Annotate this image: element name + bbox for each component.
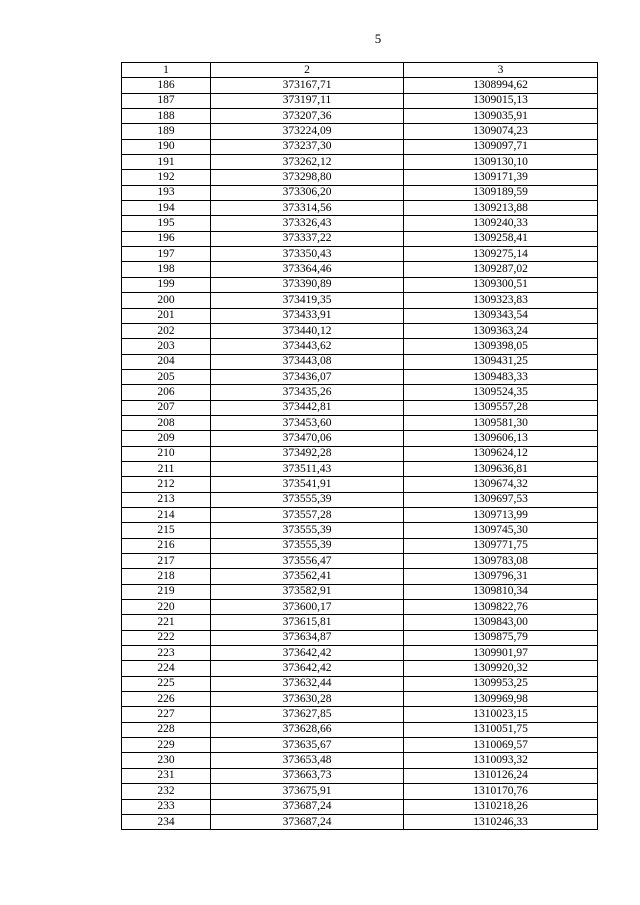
point-number-cell: 229 [122, 738, 211, 753]
point-number-cell: 195 [122, 216, 211, 231]
x-coordinate-cell: 373642,42 [211, 661, 404, 676]
x-coordinate-cell: 373314,56 [211, 201, 404, 216]
table-row [122, 308, 598, 323]
x-coordinate-cell: 373436,07 [211, 369, 404, 384]
table-row [122, 339, 598, 354]
x-coordinate-cell: 373642,42 [211, 646, 404, 661]
x-coordinate-cell: 373470,06 [211, 431, 404, 446]
table-row [122, 722, 598, 737]
x-coordinate-cell: 373237,30 [211, 139, 404, 154]
table-row [122, 155, 598, 170]
table-row [122, 676, 598, 691]
y-coordinate-cell: 1309300,51 [404, 277, 598, 292]
table-row [122, 799, 598, 814]
table-row [122, 615, 598, 630]
y-coordinate-cell: 1309606,13 [404, 431, 598, 446]
y-coordinate-cell: 1310051,75 [404, 722, 598, 737]
x-coordinate-cell: 373687,24 [211, 814, 404, 829]
point-number-cell: 220 [122, 600, 211, 615]
table-row [122, 124, 598, 139]
table-row [122, 492, 598, 507]
y-coordinate-cell: 1309240,33 [404, 216, 598, 231]
point-number-cell: 203 [122, 339, 211, 354]
table-row [122, 247, 598, 262]
y-coordinate-cell: 1308994,62 [404, 78, 598, 93]
point-number-cell: 228 [122, 722, 211, 737]
y-coordinate-cell: 1310093,32 [404, 753, 598, 768]
table-row [122, 139, 598, 154]
y-coordinate-cell: 1309097,71 [404, 139, 598, 154]
point-number-cell: 194 [122, 201, 211, 216]
point-number-cell: 232 [122, 784, 211, 799]
y-coordinate-cell: 1309287,02 [404, 262, 598, 277]
x-coordinate-cell: 373562,41 [211, 569, 404, 584]
point-number-cell: 233 [122, 799, 211, 814]
point-number-cell: 207 [122, 400, 211, 415]
y-coordinate-cell: 1309697,53 [404, 492, 598, 507]
point-number-cell: 186 [122, 78, 211, 93]
table-row [122, 507, 598, 522]
point-number-cell: 225 [122, 676, 211, 691]
y-coordinate-cell: 1309524,35 [404, 385, 598, 400]
table-row [122, 461, 598, 476]
table-row [122, 569, 598, 584]
point-number-cell: 206 [122, 385, 211, 400]
x-coordinate-cell: 373511,43 [211, 461, 404, 476]
point-number-cell: 234 [122, 814, 211, 829]
table-row [122, 201, 598, 216]
point-number-cell: 216 [122, 538, 211, 553]
x-coordinate-cell: 373635,67 [211, 738, 404, 753]
y-coordinate-cell: 1309363,24 [404, 323, 598, 338]
coordinates-table [121, 62, 598, 830]
y-coordinate-cell: 1309969,98 [404, 692, 598, 707]
point-number-cell: 221 [122, 615, 211, 630]
x-coordinate-cell: 373364,46 [211, 262, 404, 277]
table-row [122, 323, 598, 338]
point-number-cell: 210 [122, 446, 211, 461]
x-coordinate-cell: 373492,28 [211, 446, 404, 461]
x-coordinate-cell: 373653,48 [211, 753, 404, 768]
point-number-cell: 218 [122, 569, 211, 584]
x-coordinate-cell: 373326,43 [211, 216, 404, 231]
x-coordinate-cell: 373555,39 [211, 523, 404, 538]
y-coordinate-cell: 1309920,32 [404, 661, 598, 676]
x-coordinate-cell: 373207,36 [211, 109, 404, 124]
table-row [122, 768, 598, 783]
table-row [122, 753, 598, 768]
x-coordinate-cell: 373306,20 [211, 185, 404, 200]
header-row [122, 63, 598, 78]
table-row [122, 109, 598, 124]
x-coordinate-cell: 373433,91 [211, 308, 404, 323]
y-coordinate-cell: 1309483,33 [404, 369, 598, 384]
point-number-cell: 230 [122, 753, 211, 768]
table-row [122, 231, 598, 246]
y-coordinate-cell: 1309398,05 [404, 339, 598, 354]
x-coordinate-cell: 373555,39 [211, 492, 404, 507]
point-number-cell: 209 [122, 431, 211, 446]
x-coordinate-cell: 373600,17 [211, 600, 404, 615]
table-row [122, 262, 598, 277]
point-number-cell: 187 [122, 93, 211, 108]
point-number-cell: 222 [122, 630, 211, 645]
point-number-cell: 212 [122, 477, 211, 492]
table-row [122, 523, 598, 538]
point-number-cell: 219 [122, 584, 211, 599]
table-row [122, 814, 598, 829]
x-coordinate-cell: 373337,22 [211, 231, 404, 246]
y-coordinate-cell: 1310126,24 [404, 768, 598, 783]
x-coordinate-cell: 373628,66 [211, 722, 404, 737]
y-coordinate-cell: 1309431,25 [404, 354, 598, 369]
y-coordinate-cell: 1310023,15 [404, 707, 598, 722]
point-number-cell: 192 [122, 170, 211, 185]
y-coordinate-cell: 1309213,88 [404, 201, 598, 216]
x-coordinate-cell: 373442,81 [211, 400, 404, 415]
y-coordinate-cell: 1310170,76 [404, 784, 598, 799]
table-row [122, 584, 598, 599]
x-coordinate-cell: 373224,09 [211, 124, 404, 139]
table-row [122, 354, 598, 369]
point-number-cell: 197 [122, 247, 211, 262]
x-coordinate-cell: 373440,12 [211, 323, 404, 338]
table-row [122, 185, 598, 200]
column-header-2: 2 [211, 63, 404, 78]
y-coordinate-cell: 1309130,10 [404, 155, 598, 170]
y-coordinate-cell: 1309035,91 [404, 109, 598, 124]
y-coordinate-cell: 1309189,59 [404, 185, 598, 200]
y-coordinate-cell: 1309581,30 [404, 415, 598, 430]
table-row [122, 170, 598, 185]
table-row [122, 93, 598, 108]
table-row [122, 538, 598, 553]
table-row [122, 646, 598, 661]
x-coordinate-cell: 373167,71 [211, 78, 404, 93]
x-coordinate-cell: 373556,47 [211, 554, 404, 569]
x-coordinate-cell: 373390,89 [211, 277, 404, 292]
point-number-cell: 211 [122, 461, 211, 476]
point-number-cell: 227 [122, 707, 211, 722]
y-coordinate-cell: 1309636,81 [404, 461, 598, 476]
column-header-1: 1 [122, 63, 211, 78]
x-coordinate-cell: 373582,91 [211, 584, 404, 599]
y-coordinate-cell: 1309875,79 [404, 630, 598, 645]
y-coordinate-cell: 1309901,97 [404, 646, 598, 661]
point-number-cell: 202 [122, 323, 211, 338]
y-coordinate-cell: 1309343,54 [404, 308, 598, 323]
x-coordinate-cell: 373453,60 [211, 415, 404, 430]
x-coordinate-cell: 373687,24 [211, 799, 404, 814]
table-row [122, 431, 598, 446]
point-number-cell: 205 [122, 369, 211, 384]
table-row [122, 385, 598, 400]
x-coordinate-cell: 373634,87 [211, 630, 404, 645]
table-row [122, 630, 598, 645]
point-number-cell: 224 [122, 661, 211, 676]
y-coordinate-cell: 1310218,26 [404, 799, 598, 814]
x-coordinate-cell: 373443,08 [211, 354, 404, 369]
point-number-cell: 217 [122, 554, 211, 569]
point-number-cell: 200 [122, 293, 211, 308]
point-number-cell: 213 [122, 492, 211, 507]
table-row [122, 78, 598, 93]
y-coordinate-cell: 1309843,00 [404, 615, 598, 630]
table-row [122, 784, 598, 799]
table-row [122, 369, 598, 384]
table-row [122, 692, 598, 707]
y-coordinate-cell: 1309015,13 [404, 93, 598, 108]
y-coordinate-cell: 1309953,25 [404, 676, 598, 691]
point-number-cell: 198 [122, 262, 211, 277]
x-coordinate-cell: 373632,44 [211, 676, 404, 691]
table-row [122, 600, 598, 615]
point-number-cell: 208 [122, 415, 211, 430]
x-coordinate-cell: 373443,62 [211, 339, 404, 354]
y-coordinate-cell: 1309771,75 [404, 538, 598, 553]
point-number-cell: 189 [122, 124, 211, 139]
x-coordinate-cell: 373615,81 [211, 615, 404, 630]
x-coordinate-cell: 373630,28 [211, 692, 404, 707]
table-row [122, 707, 598, 722]
y-coordinate-cell: 1309074,23 [404, 124, 598, 139]
table-header [122, 63, 598, 78]
table-body [122, 78, 598, 830]
y-coordinate-cell: 1310069,57 [404, 738, 598, 753]
table-row [122, 400, 598, 415]
point-number-cell: 223 [122, 646, 211, 661]
point-number-cell: 201 [122, 308, 211, 323]
y-coordinate-cell: 1309796,31 [404, 569, 598, 584]
y-coordinate-cell: 1309323,83 [404, 293, 598, 308]
y-coordinate-cell: 1309713,99 [404, 507, 598, 522]
table-row [122, 446, 598, 461]
x-coordinate-cell: 373298,80 [211, 170, 404, 185]
point-number-cell: 231 [122, 768, 211, 783]
y-coordinate-cell: 1309674,32 [404, 477, 598, 492]
table-row [122, 216, 598, 231]
point-number-cell: 190 [122, 139, 211, 154]
table-row [122, 554, 598, 569]
point-number-cell: 196 [122, 231, 211, 246]
x-coordinate-cell: 373541,91 [211, 477, 404, 492]
table-row [122, 293, 598, 308]
point-number-cell: 199 [122, 277, 211, 292]
x-coordinate-cell: 373435,26 [211, 385, 404, 400]
point-number-cell: 188 [122, 109, 211, 124]
x-coordinate-cell: 373419,35 [211, 293, 404, 308]
table-row [122, 738, 598, 753]
y-coordinate-cell: 1309258,41 [404, 231, 598, 246]
point-number-cell: 193 [122, 185, 211, 200]
point-number-cell: 191 [122, 155, 211, 170]
point-number-cell: 214 [122, 507, 211, 522]
table-row [122, 415, 598, 430]
x-coordinate-cell: 373663,73 [211, 768, 404, 783]
table-row [122, 661, 598, 676]
y-coordinate-cell: 1309557,28 [404, 400, 598, 415]
table-row [122, 477, 598, 492]
x-coordinate-cell: 373557,28 [211, 507, 404, 522]
y-coordinate-cell: 1309171,39 [404, 170, 598, 185]
point-number-cell: 226 [122, 692, 211, 707]
x-coordinate-cell: 373627,85 [211, 707, 404, 722]
y-coordinate-cell: 1310246,33 [404, 814, 598, 829]
y-coordinate-cell: 1309275,14 [404, 247, 598, 262]
y-coordinate-cell: 1309810,34 [404, 584, 598, 599]
y-coordinate-cell: 1309822,76 [404, 600, 598, 615]
point-number-cell: 215 [122, 523, 211, 538]
point-number-cell: 204 [122, 354, 211, 369]
x-coordinate-cell: 373555,39 [211, 538, 404, 553]
y-coordinate-cell: 1309624,12 [404, 446, 598, 461]
x-coordinate-cell: 373262,12 [211, 155, 404, 170]
y-coordinate-cell: 1309745,30 [404, 523, 598, 538]
x-coordinate-cell: 373675,91 [211, 784, 404, 799]
x-coordinate-cell: 373197,11 [211, 93, 404, 108]
x-coordinate-cell: 373350,43 [211, 247, 404, 262]
page-number: 5 [374, 31, 382, 46]
y-coordinate-cell: 1309783,08 [404, 554, 598, 569]
column-header-3: 3 [404, 63, 598, 78]
table-row [122, 277, 598, 292]
